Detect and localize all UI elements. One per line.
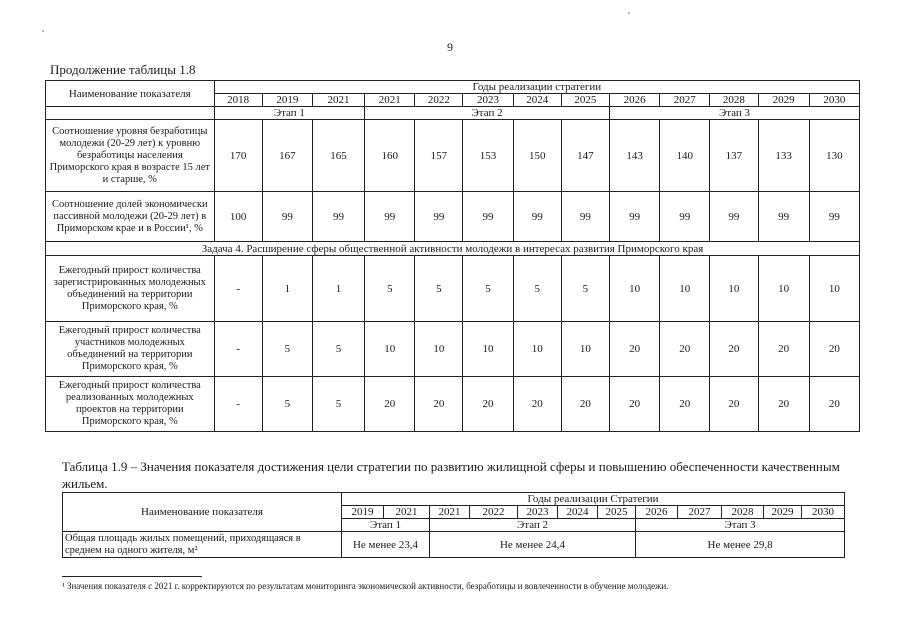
year-cell: 2027 [678, 506, 722, 519]
value-cell: Не менее 24,4 [430, 532, 636, 558]
year-cell: 2022 [470, 506, 518, 519]
year-cell: 2022 [415, 94, 463, 107]
page-number: 9 [447, 40, 453, 54]
year-cell: 2024 [558, 506, 598, 519]
value-cell: - [214, 256, 262, 322]
year-cell: 2021 [430, 506, 470, 519]
value-cell: 5 [561, 256, 609, 322]
value-cell: 20 [660, 377, 710, 432]
table1-caption: Продолжение таблицы 1.8 [50, 62, 196, 77]
value-cell: 20 [561, 377, 609, 432]
indicator-name: Ежегодный прирост количества реализованных молодежных проектов на территории Приморского края, % [46, 377, 215, 432]
value-cell: - [214, 377, 262, 432]
value-cell: 100 [214, 192, 262, 242]
value-cell: 143 [609, 120, 659, 192]
value-cell: 10 [710, 256, 758, 322]
table2-caption: Таблица 1.9 – Значения показателя достижения цели стратегии по развитию жилищной сферы и повышению обеспеченности качественным жильем. [62, 459, 840, 491]
value-cell: 5 [312, 322, 364, 377]
value-cell: 10 [463, 322, 513, 377]
stage-cell: Этап 1 [342, 519, 430, 532]
value-cell: 147 [561, 120, 609, 192]
value-cell: 10 [365, 322, 415, 377]
value-cell: 153 [463, 120, 513, 192]
value-cell: 99 [758, 192, 809, 242]
value-cell: 5 [365, 256, 415, 322]
year-cell: 2024 [513, 94, 561, 107]
value-cell: 10 [660, 256, 710, 322]
scan-speck [42, 30, 44, 32]
value-cell: 99 [312, 192, 364, 242]
value-cell: 5 [312, 377, 364, 432]
value-cell: 20 [710, 322, 758, 377]
year-cell: 2025 [598, 506, 636, 519]
year-cell: 2029 [758, 94, 809, 107]
value-cell: 5 [415, 256, 463, 322]
table2-header-name: Наименование показателя [63, 493, 342, 532]
stage-cell: Этап 1 [214, 107, 365, 120]
value-cell: 20 [809, 377, 859, 432]
stage-cell: Этап 3 [636, 519, 845, 532]
year-cell: 2021 [365, 94, 415, 107]
value-cell: 20 [758, 322, 809, 377]
value-cell: 99 [710, 192, 758, 242]
value-cell: 99 [609, 192, 659, 242]
task-title: Задача 4. Расширение сферы общественной активности молодежи в интересах развития Приморского края [46, 242, 860, 256]
year-cell: 2028 [722, 506, 764, 519]
year-cell: 2021 [384, 506, 430, 519]
value-cell: 20 [513, 377, 561, 432]
value-cell: Не менее 23,4 [342, 532, 430, 558]
value-cell: 10 [513, 322, 561, 377]
value-cell: 140 [660, 120, 710, 192]
value-cell: 5 [262, 322, 312, 377]
footnote-divider [62, 576, 202, 577]
table2-header-years: Годы реализации Стратегии [342, 493, 845, 506]
value-cell: 20 [660, 322, 710, 377]
year-cell: 2018 [214, 94, 262, 107]
footnote: ¹ Значения показателя с 2021 г. корректируются по результатам мониторинга экономической активности, безработицы и вовлеченности в обучение молодежи. [62, 581, 669, 591]
table1-header-years: Годы реализации стратегии [214, 81, 859, 94]
value-cell: 99 [660, 192, 710, 242]
indicator-name: Соотношение долей экономически пассивной молодежи (20-29 лет) в Приморском крае и в России¹, % [46, 192, 215, 242]
indicator-name: Ежегодный прирост количества участников молодежных объединений на территории Приморского края, % [46, 322, 215, 377]
value-cell: 99 [809, 192, 859, 242]
value-cell: 20 [758, 377, 809, 432]
year-cell: 2026 [636, 506, 678, 519]
value-cell: - [214, 322, 262, 377]
year-cell: 2030 [809, 94, 859, 107]
year-cell: 2026 [609, 94, 659, 107]
value-cell: 99 [513, 192, 561, 242]
indicator-name: Ежегодный прирост количества зарегистрированных молодежных объединений на территории Приморского края, % [46, 256, 215, 322]
value-cell: 20 [415, 377, 463, 432]
value-cell: 99 [365, 192, 415, 242]
value-cell: 133 [758, 120, 809, 192]
value-cell: 20 [710, 377, 758, 432]
table2 [62, 492, 845, 558]
value-cell: 167 [262, 120, 312, 192]
empty-cell [46, 107, 215, 120]
year-cell: 2021 [312, 94, 364, 107]
year-cell: 2027 [660, 94, 710, 107]
value-cell: 170 [214, 120, 262, 192]
indicator-name: Соотношение уровня безработицы молодежи (20-29 лет) к уровню безработицы населения Приморского края в возрасте 15 лет и старше, % [46, 120, 215, 192]
value-cell: 137 [710, 120, 758, 192]
value-cell: 130 [809, 120, 859, 192]
value-cell: 20 [463, 377, 513, 432]
year-cell: 2025 [561, 94, 609, 107]
year-cell: 2023 [463, 94, 513, 107]
value-cell: 99 [463, 192, 513, 242]
value-cell: 20 [809, 322, 859, 377]
value-cell: 157 [415, 120, 463, 192]
value-cell: 99 [561, 192, 609, 242]
table1 [45, 80, 860, 432]
value-cell: 20 [365, 377, 415, 432]
value-cell: 10 [609, 256, 659, 322]
value-cell: 1 [312, 256, 364, 322]
stage-cell: Этап 3 [609, 107, 859, 120]
scan-speck [628, 12, 630, 14]
value-cell: 99 [262, 192, 312, 242]
value-cell: 160 [365, 120, 415, 192]
value-cell: 5 [463, 256, 513, 322]
value-cell: 20 [609, 377, 659, 432]
stage-cell: Этап 2 [430, 519, 636, 532]
year-cell: 2019 [342, 506, 384, 519]
value-cell: 20 [609, 322, 659, 377]
value-cell: 165 [312, 120, 364, 192]
stage-cell: Этап 2 [365, 107, 610, 120]
value-cell: Не менее 29,8 [636, 532, 845, 558]
year-cell: 2023 [518, 506, 558, 519]
value-cell: 5 [513, 256, 561, 322]
year-cell: 2019 [262, 94, 312, 107]
table1-header-name: Наименование показателя [46, 81, 215, 107]
value-cell: 150 [513, 120, 561, 192]
year-cell: 2028 [710, 94, 758, 107]
value-cell: 10 [809, 256, 859, 322]
value-cell: 5 [262, 377, 312, 432]
value-cell: 10 [415, 322, 463, 377]
value-cell: 1 [262, 256, 312, 322]
value-cell: 10 [758, 256, 809, 322]
year-cell: 2029 [764, 506, 802, 519]
year-cell: 2030 [802, 506, 845, 519]
indicator-name: Общая площадь жилых помещений, приходящаяся в среднем на одного жителя, м² [63, 532, 342, 558]
value-cell: 99 [415, 192, 463, 242]
value-cell: 10 [561, 322, 609, 377]
